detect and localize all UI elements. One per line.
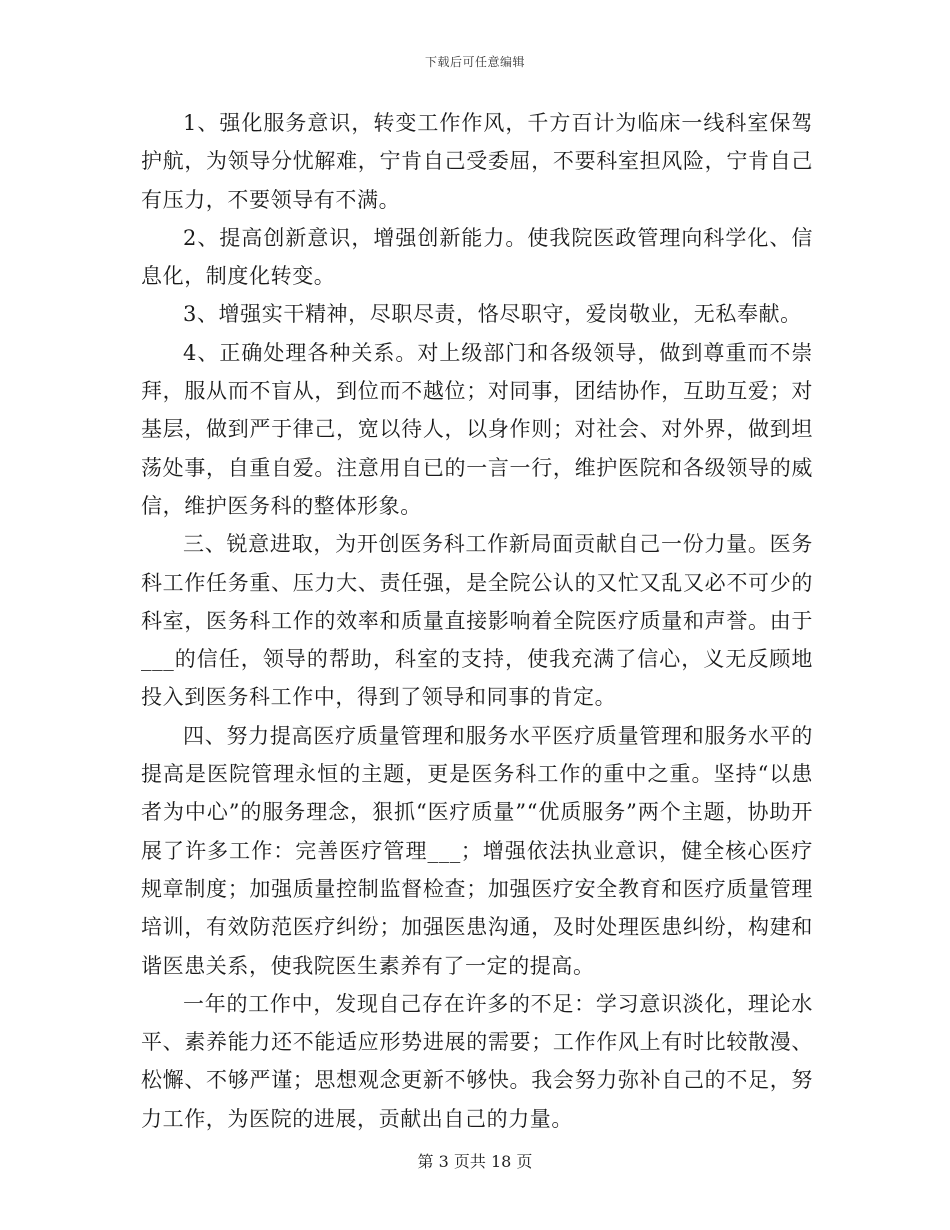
paragraph-item-1: 1、强化服务意识，转变工作作风，千方百计为临床一线科室保驾护航，为领导分忧解难，宁肯自己受委屈，不要科室担风险，宁肯自己有压力，不要领导有不满。: [141, 111, 813, 212]
paragraph-item-2: 2、提高创新意识，增强创新能力。使我院医政管理向科学化、信息化，制度化转变。: [141, 225, 813, 289]
paragraph-section-three: 三、锐意进取，为开创医务科工作新局面贡献自己一份力量。医务科工作任务重、压力大、责任强，是全院公认的又忙又乱又必不可少的科室，医务科工作的效率和质量直接影响着全院医疗质量和声誉。由于___的信任，领导的帮助，科室的支持，使我充满了信心，义无反顾地投入到医务科工作中，得到了领导和同事的肯定。: [141, 532, 813, 710]
document-body: [141, 104, 813, 1138]
paragraph-item-3: 3、增强实干精神，尽职尽责，恪尽职守，爱岗敬业，无私奉献。: [183, 302, 802, 327]
page-number-footer: 第 3 页共 18 页: [417, 1152, 533, 1171]
paragraph-item-4: 4、正确处理各种关系。对上级部门和各级领导，做到尊重而不崇拜，服从而不盲从，到位而不越位；对同事，团结协作，互助互爱；对基层，做到严于律己，宽以待人，以身作则；对社会、对外界，做到坦荡处事，自重自爱。注意用自已的一言一行，维护医院和各级领导的威信，维护医务科的整体形象。: [141, 340, 813, 518]
paragraph-summary: 一年的工作中，发现自己存在许多的不足：学习意识淡化，理论水平、素养能力还不能适应形势进展的需要；工作作风上有时比较散漫、松懈、不够严谨；思想观念更新不够快。我会努力弥补自己的不足，努力工作，为医院的进展，贡献出自己的力量。: [141, 991, 813, 1131]
page-header: 下载后可任意编辑: [424, 55, 525, 69]
paragraph-section-four: 四、努力提高医疗质量管理和服务水平医疗质量管理和服务水平的提高是医院管理永恒的主题，更是医务科工作的重中之重。坚持“以患者为中心”的服务理念，狠抓“医疗质量”“优质服务”两个主题，协助开展了许多工作：完善医疗管理___；增强依法执业意识，健全核心医疗规章制度；加强质量控制监督检查；加强医疗安全教育和医疗质量管理培训，有效防范医疗纠纷；加强医患沟通，及时处理医患纠纷，构建和谐医患关系，使我院医生素养有了一定的提高。: [141, 723, 813, 978]
